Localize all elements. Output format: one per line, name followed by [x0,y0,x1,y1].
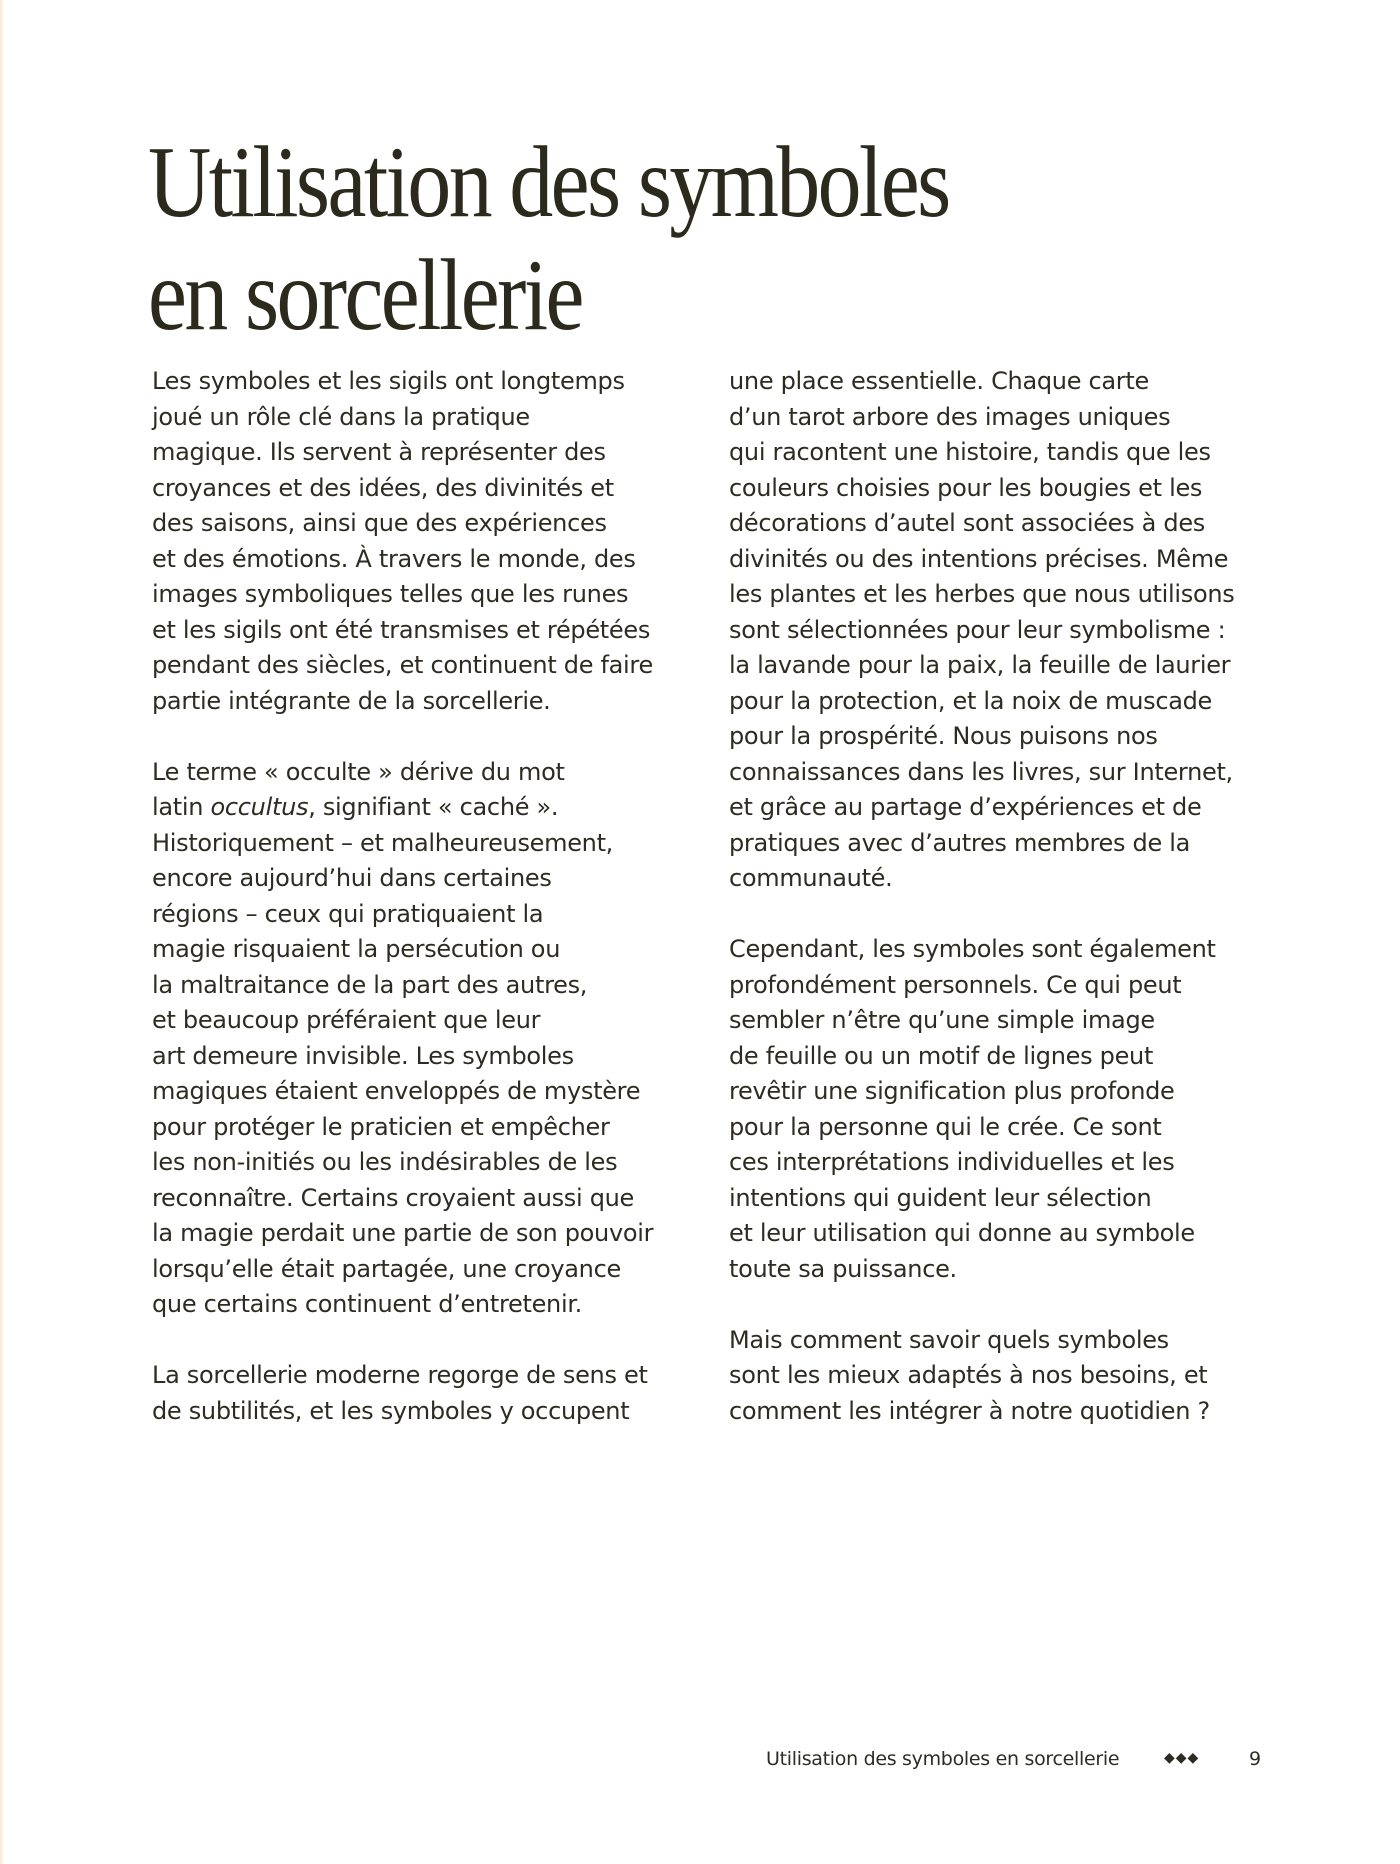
text-line: que certains continuent d’entretenir. [152,1290,583,1318]
page-title-line-1: Utilisation des symboles [148,126,949,239]
body-paragraph [152,1358,712,1429]
three-diamonds-icon: ◆◆◆ [1164,1750,1200,1766]
text-line: pour la personne qui le crée. Ce sont [729,1112,1162,1141]
text-line: art demeure invisible. Les symboles [152,1041,574,1070]
text-line: les non-initiés ou les indésirables de les [152,1148,618,1176]
text-line: sont les mieux adaptés à nos besoins, et [729,1361,1208,1389]
body-paragraph [729,932,1289,1287]
page-title-line-2: en sorcellerie [148,239,582,352]
body-paragraph [152,755,712,1323]
text-line: Cependant, les symboles sont également [729,935,1216,963]
page-number: 9 [1249,1748,1262,1770]
body-paragraph [152,364,712,719]
text-line: la lavande pour la paix, la feuille de laurier [729,651,1231,679]
text-line: la maltraitance de la part des autres, [152,970,588,999]
text-line: intentions qui guident leur sélection [729,1183,1152,1212]
running-title: Utilisation des symboles en sorcellerie [766,1748,1120,1770]
text-line: d’un tarot arbore des images uniques [729,402,1171,431]
text-line: ces interprétations individuelles et les [729,1148,1175,1176]
text-line: Mais comment savoir quels symboles [729,1325,1169,1354]
text-line: Le terme « occulte » dérive du mot [152,757,565,786]
text-run: , signifiant « caché ». [308,793,559,821]
text-line: sont sélectionnées pour leur symbolisme : [729,615,1226,644]
text-line: images symboliques telles que les runes [152,580,629,608]
text-line: et des émotions. À travers le monde, des [152,544,636,573]
text-line: et leur utilisation qui donne au symbole [729,1219,1195,1247]
text-line: pour protéger le praticien et empêcher [152,1112,610,1141]
text-line: de feuille ou un motif de lignes peut [729,1041,1154,1070]
text-line: magie risquaient la persécution ou [152,935,561,963]
text-line: magiques étaient enveloppés de mystère [152,1077,641,1105]
text-line: décorations d’autel sont associées à des [729,509,1206,537]
text-line: magique. Ils servent à représenter des [152,438,606,466]
text-run: latin [152,793,211,821]
page-title [148,126,949,352]
text-line: reconnaître. Certains croyaient aussi que [152,1183,635,1212]
text-line: pendant des siècles, et continuent de faire [152,651,653,679]
body-paragraph [729,364,1289,897]
text-line: pour la protection, et la noix de muscade [729,686,1213,715]
text-line: divinités ou des intentions précises. Même [729,544,1229,573]
text-line: encore aujourd’hui dans certaines [152,864,552,892]
text-line: couleurs choisies pour les bougies et les [729,473,1203,502]
text-line: régions – ceux qui pratiquaient la [152,899,544,928]
text-line: une place essentielle. Chaque carte [729,367,1149,395]
text-line: joué un rôle clé dans la pratique [152,402,530,431]
text-line: lorsqu’elle était partagée, une croyance [152,1254,621,1283]
text-line: pour la prospérité. Nous puisons nos [729,722,1158,750]
text-line: croyances et des idées, des divinités et [152,473,614,502]
text-line: La sorcellerie moderne regorge de sens et [152,1361,648,1389]
right-text-column [729,364,1289,1465]
text-line: partie intégrante de la sorcellerie. [152,686,551,715]
text-line: profondément personnels. Ce qui peut [729,970,1182,999]
text-line: Les symboles et les sigils ont longtemps [152,367,625,395]
text-line: des saisons, ainsi que des expériences [152,509,607,537]
left-text-column [152,364,712,1465]
text-line: les plantes et les herbes que nous utilisons [729,580,1235,608]
text-line: et les sigils ont été transmises et répétées [152,615,651,644]
text-line: sembler n’être qu’une simple image [729,1006,1155,1034]
text-line: connaissances dans les livres, sur Internet, [729,757,1233,786]
text-line: communauté. [729,864,893,892]
page-footer [0,1748,1400,1780]
italic-term: occultus [210,793,309,821]
text-line: et beaucoup préféraient que leur [152,1006,541,1034]
text-line: Historiquement – et malheureusement, [152,828,614,857]
page-edge-strip [0,0,3,1864]
text-line: comment les intégrer à notre quotidien ? [729,1396,1210,1425]
text-line: revêtir une signification plus profonde [729,1077,1175,1105]
text-line: qui racontent une histoire, tandis que les [729,438,1211,466]
text-line: pratiques avec d’autres membres de la [729,828,1191,857]
text-line: et grâce au partage d’expériences et de [729,793,1202,821]
text-line: la magie perdait une partie de son pouvoir [152,1219,654,1247]
body-paragraph [729,1323,1289,1430]
text-line: de subtilités, et les symboles y occupent [152,1396,630,1425]
text-line [152,790,712,826]
text-line: toute sa puissance. [729,1254,957,1283]
